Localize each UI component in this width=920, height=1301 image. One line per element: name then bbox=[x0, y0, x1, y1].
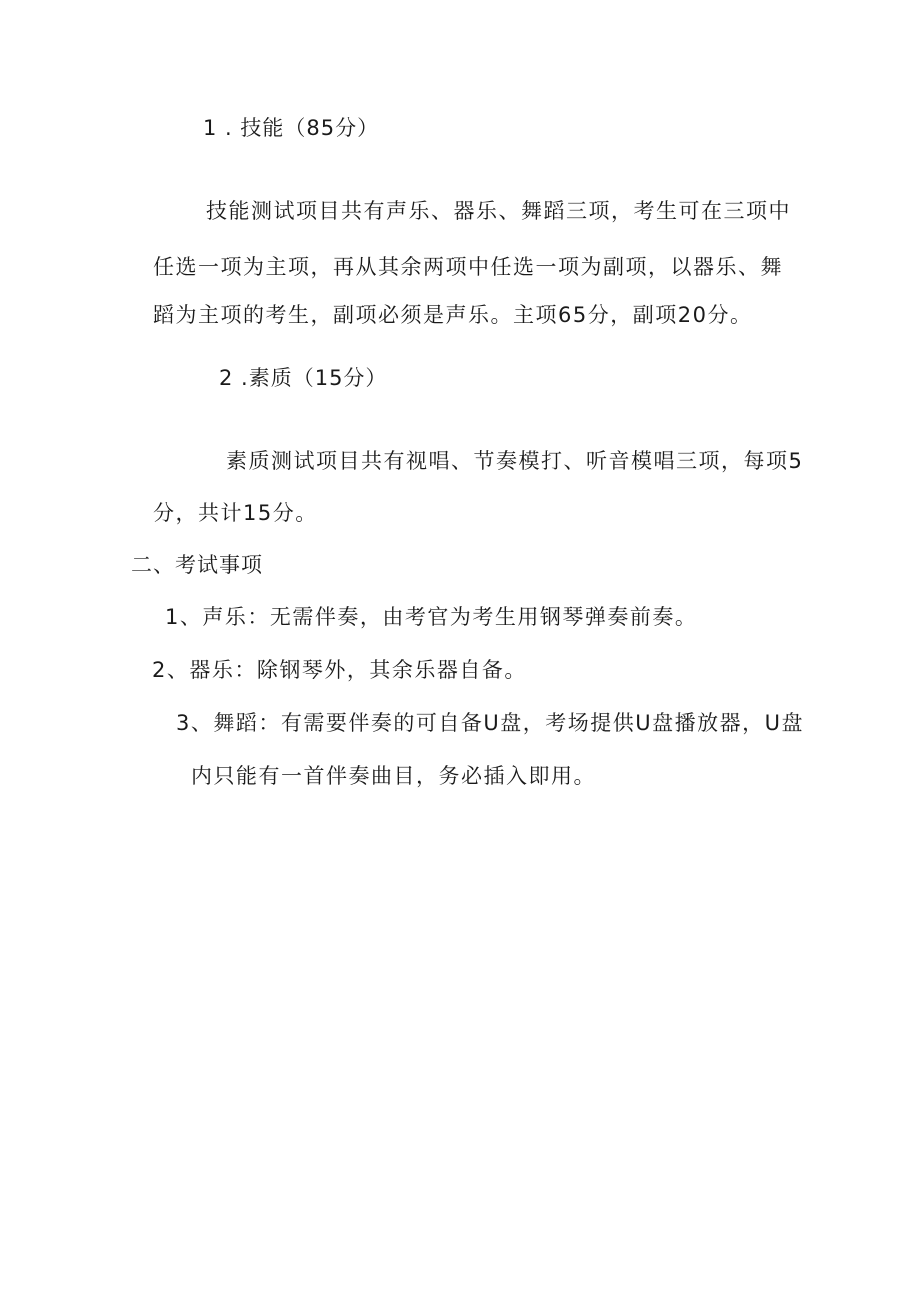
skills-heading: 1 . 技能（85分） bbox=[203, 116, 380, 140]
skills-paragraph-line-3: 蹈为主项的考生，副项必须是声乐。主项65分，副项20分。 bbox=[153, 303, 753, 327]
quality-heading: 2 .素质（15分） bbox=[219, 366, 388, 390]
exam-item-vocal: 1、声乐：无需伴奏，由考官为考生用钢琴弹奏前奏。 bbox=[165, 605, 698, 629]
quality-paragraph-line-2: 分，共计15分。 bbox=[153, 501, 318, 525]
exam-item-dance-line-2: 内只能有一首伴奏曲目，务必插入即用。 bbox=[191, 764, 596, 788]
skills-paragraph-line-1: 技能测试项目共有声乐、器乐、舞蹈三项，考生可在三项中 bbox=[206, 199, 791, 223]
section-two-heading: 二、考试事项 bbox=[131, 553, 263, 577]
quality-paragraph-line-1: 素质测试项目共有视唱、节奏模打、听音模唱三项，每项5 bbox=[226, 449, 804, 473]
exam-item-dance-line-1: 3、舞蹈：有需要伴奏的可自备U盘，考场提供U盘播放器，U盘 bbox=[176, 711, 804, 735]
exam-item-instrumental: 2、器乐：除钢琴外，其余乐器自备。 bbox=[152, 658, 527, 682]
skills-paragraph-line-2: 任选一项为主项，再从其余两项中任选一项为副项，以器乐、舞 bbox=[153, 255, 783, 279]
